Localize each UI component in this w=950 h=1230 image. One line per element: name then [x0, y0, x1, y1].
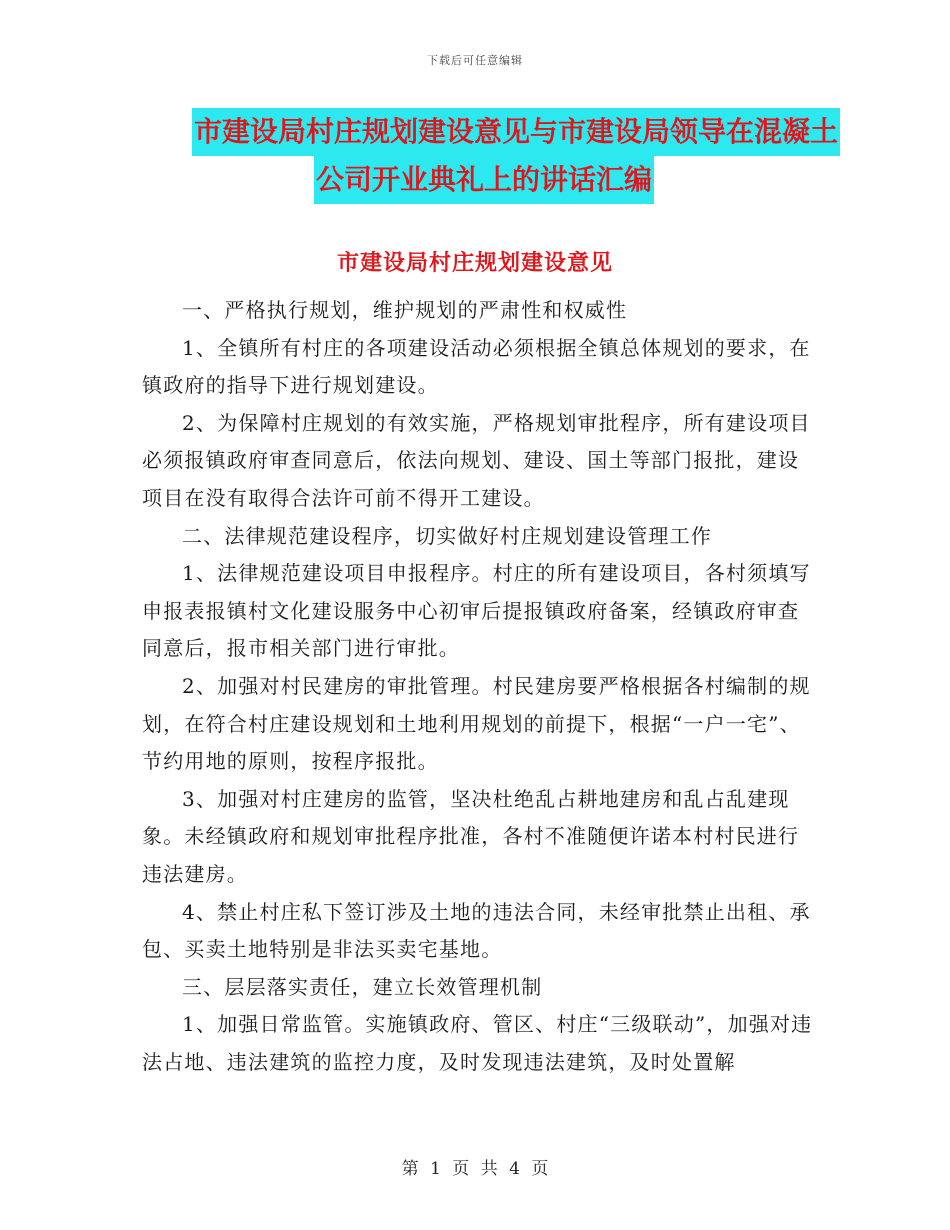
- section-title: 市建设局村庄规划建设意见: [336, 251, 613, 276]
- document-title-line-1: 市建设局村庄规划建设意见与市建设局领导在混凝土: [192, 108, 840, 156]
- heading-2: 二、法律规范建设程序，切实做好村庄规划建设管理工作: [182, 523, 712, 548]
- paragraph: 4、禁止村庄私下签订涉及土地的违法合同，未经审批禁止出租、承包、买卖土地特别是非法买卖宅基地。: [142, 899, 811, 962]
- paragraph: 1、法律规范建设项目申报程序。村庄的所有建设项目，各村须填写申报表报镇村文化建设服务中心初审后提报镇政府备案，经镇政府审查同意后，报市相关部门进行审批。: [142, 561, 811, 661]
- paragraph: 1、加强日常监管。实施镇政府、管区、村庄“三级联动”，加强对违法占地、违法建筑的监控力度，及时发现违法建筑，及时处置解: [142, 1012, 813, 1074]
- heading-1: 一、严格执行规划，维护规划的严肃性和权威性: [182, 298, 628, 322]
- paragraph: 1、全镇所有村庄的各项建设活动必须根据全镇总体规划的要求，在镇政府的指导下进行规划建设。: [142, 335, 811, 398]
- paragraph: 2、加强对村民建房的审批管理。村民建房要严格根据各村编制的规划，在符合村庄建设规划和土地利用规划的前提下，根据“一户一宅”、节约用地的原则，按程序报批。: [142, 673, 811, 774]
- paragraph: 3、加强对村庄建房的监管，坚决杜绝乱占耕地建房和乱占乱建现象。未经镇政府和规划审批程序批准，各村不准随便许诺本村村民进行违法建房。: [142, 786, 800, 886]
- document-title: [192, 108, 839, 204]
- heading-3: 三、层层落实责任，建立长效管理机制: [182, 974, 543, 999]
- document-title-line-2: 公司开业典礼上的讲话汇编: [314, 156, 654, 204]
- document-body: [142, 292, 814, 1081]
- paragraph: 2、为保障村庄规划的有效实施，严格规划审批程序，所有建设项目必须报镇政府审查同意后，依法向规划、建设、国土等部门报批，建设项目在没有取得合法许可前不得开工建设。: [142, 410, 811, 510]
- page-number-footer: 第 1 页 共 4 页: [401, 1159, 549, 1179]
- header-note: 下载后可任意编辑: [427, 54, 523, 67]
